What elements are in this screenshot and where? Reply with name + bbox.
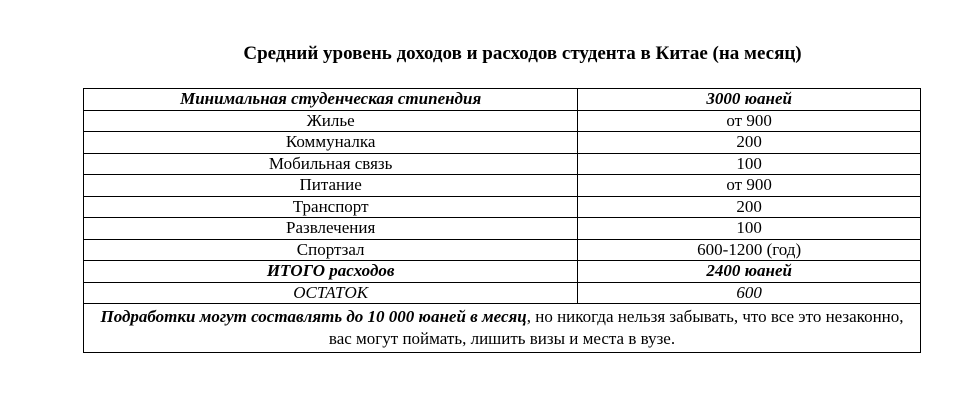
total-value: 2400 юаней (578, 261, 921, 283)
row-value: от 900 (578, 110, 921, 132)
row-value: 200 (578, 196, 921, 218)
row-label: Спортзал (84, 239, 578, 261)
table-row (84, 218, 921, 240)
note-row (84, 304, 921, 353)
row-value: 100 (578, 153, 921, 175)
total-row (84, 261, 921, 283)
table-row (84, 153, 921, 175)
budget-table (83, 88, 921, 353)
row-value: от 900 (578, 175, 921, 197)
row-label: Жилье (84, 110, 578, 132)
row-value: 200 (578, 132, 921, 154)
row-label: Мобильная связь (84, 153, 578, 175)
table-header-row (84, 89, 921, 111)
table-row (84, 110, 921, 132)
table-row (84, 132, 921, 154)
remainder-value: 600 (578, 282, 921, 304)
remainder-label: ОСТАТОК (84, 282, 578, 304)
table-row (84, 196, 921, 218)
row-label: Коммуналка (84, 132, 578, 154)
total-label: ИТОГО расходов (84, 261, 578, 283)
note-rest-text: , но никогда нельзя забывать, что все это незаконно, вас могут поймать, лишить визы и места в вузе. (328, 307, 904, 348)
remainder-row (84, 282, 921, 304)
note-cell (84, 304, 921, 353)
row-label: Питание (84, 175, 578, 197)
header-label: Минимальная студенческая стипендия (84, 89, 578, 111)
table-row (84, 239, 921, 261)
page-title: Средний уровень доходов и расходов студента в Китае (на месяц) (243, 43, 802, 64)
row-label: Развлечения (84, 218, 578, 240)
row-value: 600-1200 (год) (578, 239, 921, 261)
table-row (84, 175, 921, 197)
row-label: Транспорт (84, 196, 578, 218)
row-value: 100 (578, 218, 921, 240)
note-bold-text: Подработки могут составлять до 10 000 юаней в месяц (100, 307, 527, 326)
header-value: 3000 юаней (578, 89, 921, 111)
